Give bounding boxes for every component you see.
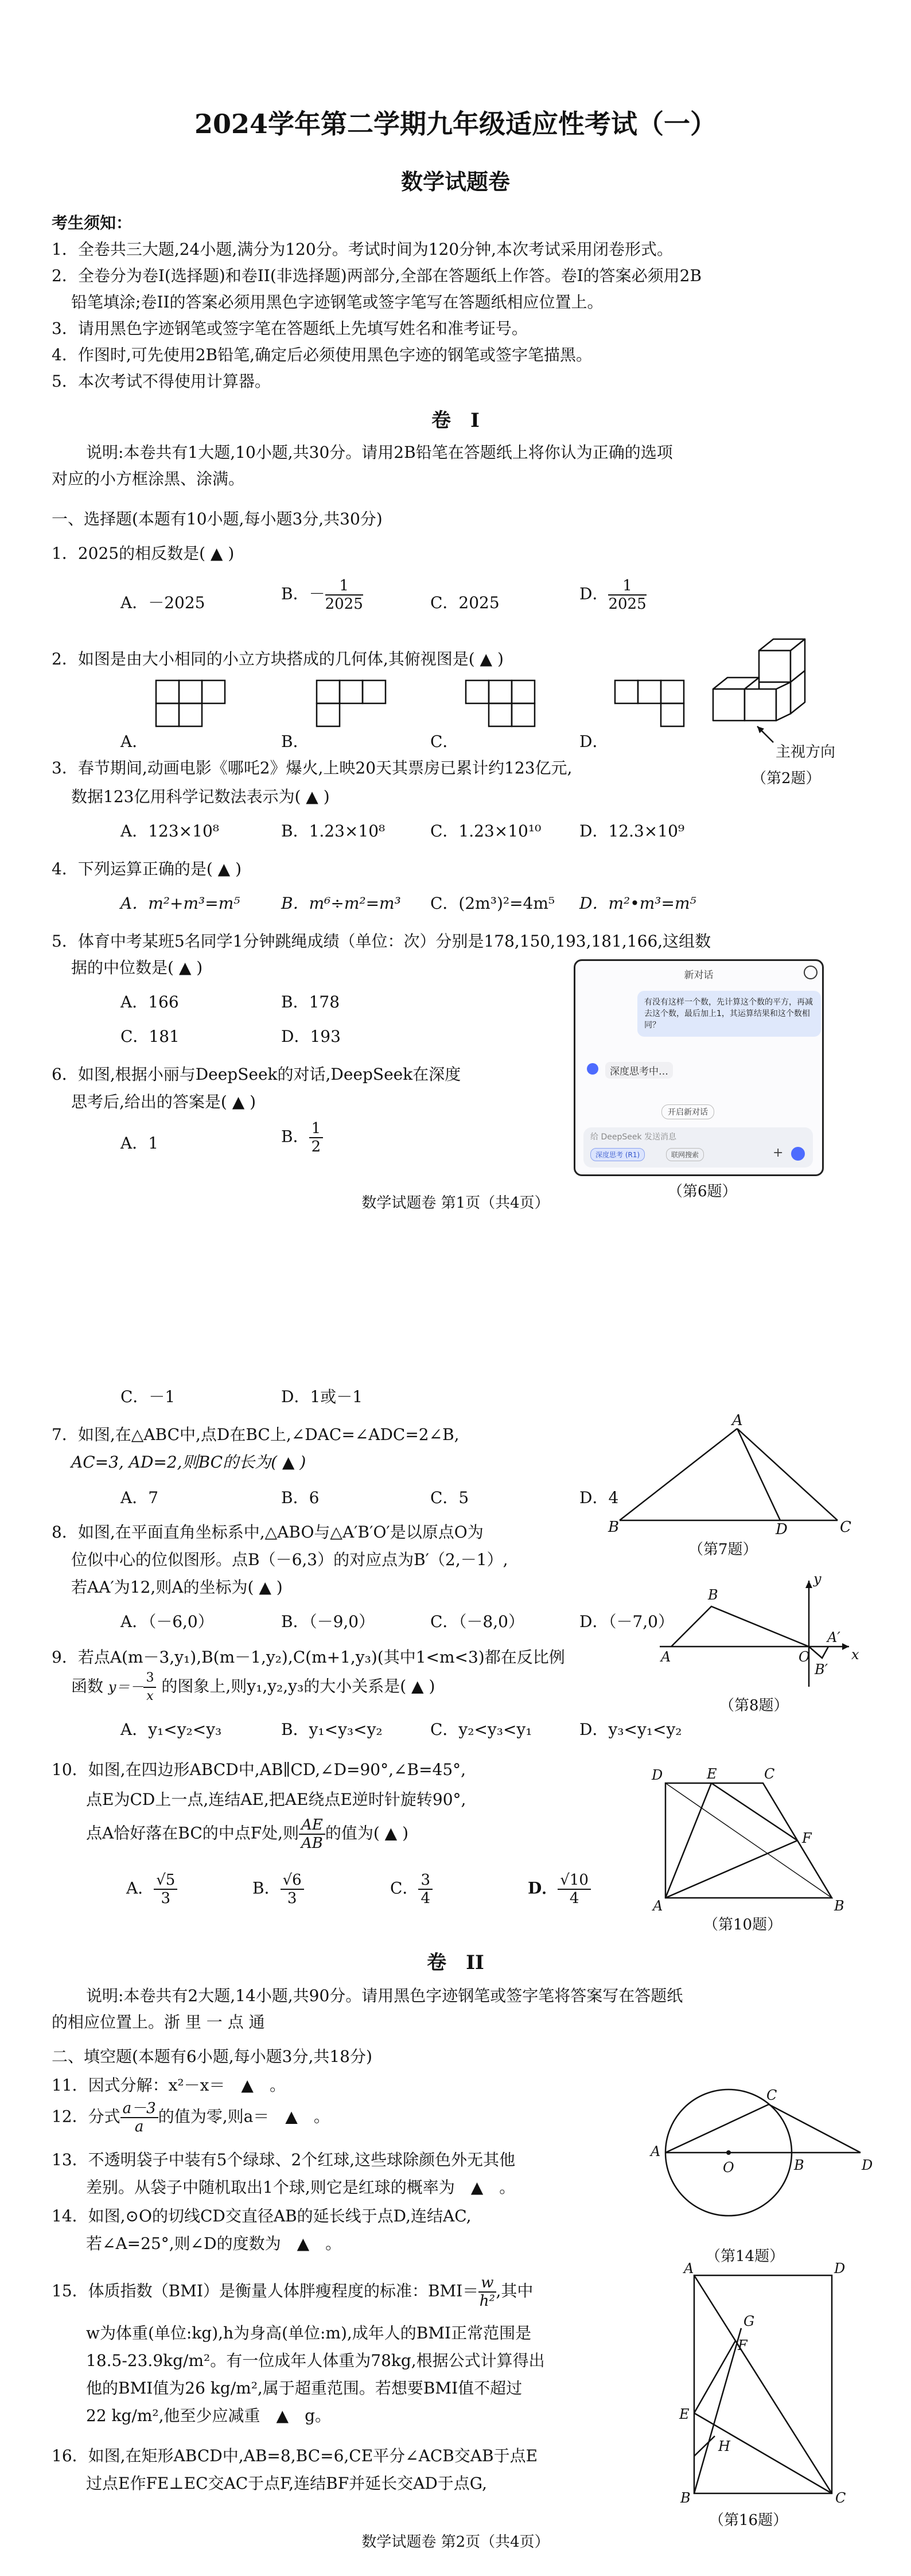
question-16-line: 过点E作FE⊥EC交AC于点F,连结BF并延长交AD于点G, [86,2474,488,2493]
q16-label-b: B [680,2490,691,2506]
q16-label-e: E [679,2406,690,2422]
question-15-line: w为体重(单位:kg),h为身高(单位:m),成年人的BMI正常范围是 [86,2324,532,2342]
q10-option-c: C． $\frac{3}{4}$ [390,1871,433,1907]
question-2-stem: 2．如图是由大小相同的小立方块搭成的几何体,其俯视图是( ▲ ) [52,649,504,668]
q10-option-d: D． $\frac{√10}{4}$ [528,1871,591,1907]
question-4-stem: 4．下列运算正确的是( ▲ ) [52,859,242,878]
q16-label-h: H [718,2438,730,2454]
q8-option-c: C．（－8,0） [430,1612,524,1631]
q10-label-e: E [707,1766,717,1782]
q2-option-c-figure [466,680,540,732]
q10-option-b: B． $\frac{√6}{3}$ [252,1871,304,1907]
q10-label-f: F [802,1830,812,1846]
q4-option-b: B．m⁶÷m²=m³ [281,894,401,913]
q8-label-y: y [813,1571,822,1587]
question-6-line: 思考后,给出的答案是( ▲ ) [71,1092,256,1111]
notice-heading: 考生须知： [52,213,133,232]
q9-option-a: A．y₁<y₂<y₃ [120,1720,222,1739]
q2-caption: （第2题） [752,770,821,787]
question-10-line: 点E为CD上一点,连结AE,把AE绕点E逆时针旋转90°, [86,1790,466,1809]
question-13-line: 13．不透明袋子中装有5个绿球、2个红球,这些球除颜色外无其他 [52,2150,516,2169]
q10-label-d: D [652,1767,663,1783]
question-15-line: 15．体质指数（BMI）是衡量人体胖瘦程度的标准：BMI＝ $\frac{w}{\text{h²}}$ ,其中 [52,2274,534,2310]
q16-caption: （第16题） [709,2512,788,2529]
deepseek-logo-icon [587,1063,598,1075]
deep-think-toggle[interactable]: 深度思考 (R1) [590,1148,645,1161]
notice-item: 铅笔填涂;卷II的答案必须用黑色字迹钢笔或签字笔写在答题纸相应位置上。 [71,293,604,312]
question-8-line: 8．如图,在平面直角坐标系中,△ABO与△A′B′O′是以原点O为 [52,1523,484,1542]
q8-label-a: A [661,1649,671,1665]
chat-user-bubble: 有没有这样一个数，先计算这个数的平方，再减去这个数，最后加上1，其运算结果和这个数相同？ [637,991,821,1037]
attach-plus-icon[interactable]: + [773,1146,784,1160]
notice-item: 3．请用黑色字迹钢笔或签字笔在答题纸上先填写姓名和准考证号。 [52,319,528,338]
q2-option-d-figure [615,680,690,732]
q6-option-a: A．1 [120,1134,159,1153]
question-11: 11．因式分解：x²－x＝ ▲ 。 [52,2076,286,2095]
question-14-line: 14．如图,⊙O的切线CD交直径AB的延长线于点D,连结AC, [52,2207,472,2225]
question-15-line: 22 kg/m²,他至少应减重 ▲ g。 [86,2406,331,2425]
q1-option-d: D． $\frac{1}{2025}$ [579,577,647,613]
exam-title: 2024学年第二学期九年级适应性考试（一） [194,108,717,139]
question-8-line: 位似中心的位似图形。点B（－6,3）的对应点为B′（2,－1）, [71,1550,508,1569]
q7-option-a: A．7 [120,1488,159,1507]
question-10-line: 点A恰好落在BC的中点F处,则 $\frac{AE}{AB}$ 的值为( ▲ ) [86,1816,409,1852]
q3-option-d: D．12.3×10⁹ [579,822,685,840]
question-1-stem: 1．2025的相反数是( ▲ ) [52,544,235,563]
q2-option-b: B． [281,732,309,751]
chat-add-icon [804,966,817,979]
question-9-line: 函数 y＝－ $\frac{3}{x}$ 的图象上,则y₁,y₂,y₃的大小关系是( ▲ ) [71,1671,435,1703]
q10-quadrilateral-figure [643,1760,861,1914]
page-1-footer: 数学试题卷 第1页（共4页） [361,1194,550,1212]
q8-label-o: O [799,1649,810,1665]
q7-option-c: C．5 [430,1488,469,1507]
q14-label-a: A [651,2143,661,2159]
y-axis-arrow-icon [805,1581,812,1588]
part1-heading: 卷 I [431,409,480,432]
q14-center-point [726,2150,731,2155]
q7-label-c: C [840,1519,851,1536]
q10-option-a: A． $\frac{√5}{3}$ [126,1871,177,1907]
q7-label-b: B [608,1519,620,1536]
q2-option-c: C． [430,732,459,751]
q14-label-c: C [766,2087,777,2103]
q6-option-b: B． $\frac{1}{2}$ [281,1120,323,1155]
chat-input-placeholder: 给 DeepSeek 发送消息 [590,1133,677,1142]
send-icon[interactable] [791,1147,805,1161]
q3-option-c: C．1.23×10¹⁰ [430,822,542,840]
notice-item: 4．作图时,可先使用2B铅笔,确定后必须使用黑色字迹的钢笔或签字笔描黑。 [52,345,593,364]
q16-rectangle-figure [671,2260,861,2506]
question-15-line: 18.5-23.9kg/m²。有一位成年人体重为78kg,根据公式计算得出 [86,2351,545,2370]
q16-label-d: D [834,2260,846,2277]
question-12: 12．分式 $\frac{a-3}{a}$ 的值为零,则a＝ ▲ 。 [52,2100,330,2135]
q7-caption: （第7题） [688,1541,758,1558]
q16-label-c: C [835,2490,846,2506]
q8-label-b-prime: B′ [815,1661,828,1678]
q7-label-a: A [732,1412,743,1429]
q2-option-a: A． [120,732,149,751]
q1-option-a: A．－2025 [120,593,205,612]
web-search-toggle[interactable]: 联网搜索 [666,1148,704,1161]
notice-item: 5．本次考试不得使用计算器。 [52,372,271,391]
x-axis-arrow-icon [842,1643,849,1650]
section-heading: 一、选择题(本题有10小题,每小题3分,共30分) [52,509,383,528]
q8-option-a: A．（－6,0） [120,1612,214,1631]
question-5-line: 5．体育中考某班5名同学1分钟跳绳成绩（单位：次）分别是178,150,193,181,166,这组数 [52,932,711,951]
q2-view-label: 主视方向 [776,744,836,761]
exam-subtitle: 数学试题卷 [400,169,510,194]
notice-item: 2．全卷分为卷I(选择题)和卷II(非选择题)两部分,全部在答题纸上作答。卷I的答案必须用2B [52,266,702,285]
question-5-line: 据的中位数是( ▲ ) [71,958,203,977]
q4-option-d: D．m²•m³=m⁵ [579,894,696,913]
q6-deepseek-chat-figure [574,959,824,1176]
q5-option-a: A．166 [120,993,179,1011]
q8-option-d: D．（－7,0） [579,1612,674,1631]
q3-option-b: B．1.23×10⁸ [281,822,386,840]
q10-label-a: A [653,1898,663,1914]
q2-option-d: D． [579,732,609,751]
part2-note: 说明:本卷共有2大题,14小题,共90分。请用黑色字迹钢笔或签字笔将答案写在答题纸 [86,1986,683,2005]
q6-caption: （第6题） [668,1183,737,1200]
q2-option-a-figure [156,680,231,732]
q8-option-b: B．（－9,0） [281,1612,375,1631]
q16-label-a: A [684,2260,694,2277]
q7-option-b: B．6 [281,1488,320,1507]
q8-coordinate-figure [654,1572,861,1692]
new-chat-button[interactable]: 开启新对话 [661,1104,714,1119]
q1-option-c: C．2025 [430,593,500,612]
part1-note: 对应的小方框涂黑、涂满。 [52,469,245,488]
q16-label-f: F [738,2337,748,2353]
chat-thinking-status: 深度思考中… [605,1062,673,1079]
q8-caption: （第8题） [719,1697,789,1714]
notice-item: 1．全卷共三大题,24小题,满分为120分。考试时间为120分钟,本次考试采用闭卷形式。 [52,240,673,259]
q2-option-b-figure [317,680,391,732]
q14-label-d: D [862,2157,873,2173]
question-8-line: 若AA′为12,则A的坐标为( ▲ ) [71,1578,283,1597]
chat-input-box[interactable] [583,1127,813,1168]
q16-label-g: G [743,2313,755,2329]
question-14-line: 若∠A=25°,则∠D的度数为 ▲ 。 [86,2234,342,2253]
q10-label-b: B [834,1898,844,1914]
q10-label-c: C [764,1766,775,1782]
q1-option-b: B．－ $\frac{1}{2025}$ [281,577,363,613]
page-2-footer: 数学试题卷 第2页（共4页） [361,2534,550,2551]
q10-caption: （第10题） [703,1916,782,1933]
question-7-line: 7．如图,在△ABC中,点D在BC上,∠DAC=∠ADC=2∠B, [52,1425,460,1444]
q8-label-x: x [851,1647,859,1663]
question-7-line: AC=3, AD=2,则BC的长为( ▲ ) [71,1453,306,1472]
q14-label-b: B [794,2157,804,2173]
q4-option-c: C．(2m³)²=4m⁵ [430,894,555,913]
question-15-line: 他的BMI值为26 kg/m²,属于超重范围。若想要BMI值不超过 [86,2379,523,2398]
q6-option-d: D．1或－1 [281,1387,363,1406]
q14-circle-figure [648,2084,878,2244]
question-10-line: 10．如图,在四边形ABCD中,AB∥CD,∠D=90°,∠B=45°, [52,1760,466,1779]
question-13-line: 差别。从袋子中随机取出1个球,则它是红球的概率为 ▲ 。 [86,2178,516,2197]
q14-label-o: O [723,2159,734,2176]
q9-option-b: B．y₁<y₃<y₂ [281,1720,383,1739]
q5-option-c: C．181 [120,1027,180,1046]
q8-label-a-prime: A′ [827,1629,840,1645]
q8-label-b: B [708,1587,718,1603]
q5-option-b: B．178 [281,993,340,1011]
part2-heading: 卷 II [427,1951,484,1974]
q4-option-a: A．m²+m³=m⁵ [120,894,240,913]
q9-option-d: D．y₃<y₁<y₂ [579,1720,682,1739]
question-3-line: 数据123亿用科学记数法表示为( ▲ ) [71,787,330,806]
section-heading: 二、填空题(本题有6小题,每小题3分,共18分) [52,2047,372,2066]
question-3-line: 3．春节期间,动画电影《哪吒2》爆火,上映20天其票房已累计约123亿元, [52,758,573,777]
part1-note: 说明:本卷共有1大题,10小题,共30分。请用2B铅笔在答题纸上将你认为正确的选项 [86,443,673,462]
chat-header: 新对话 [684,970,714,981]
part2-note: 的相应位置上。浙 里 一 点 通 [52,2013,265,2032]
q9-option-c: C．y₂<y₃<y₁ [430,1720,532,1739]
q7-label-d: D [776,1521,788,1538]
question-9-line: 9．若点A(m－3,y₁),B(m－1,y₂),C(m+1,y₃)(其中1<m<3)都在反比例 [52,1648,565,1667]
question-6-line: 6．如图,根据小丽与DeepSeek的对话,DeepSeek在深度 [52,1065,461,1084]
question-16-line: 16．如图,在矩形ABCD中,AB=8,BC=6,CE平分∠ACB交AB于点E [52,2446,538,2465]
q14-caption: （第14题） [706,2248,785,2265]
q7-option-d: D．4 [579,1488,619,1507]
q3-option-a: A．123×10⁸ [120,822,219,840]
q7-triangle-figure [608,1412,878,1538]
q5-option-d: D．193 [281,1027,341,1046]
q6-option-c: C．－1 [120,1387,176,1406]
